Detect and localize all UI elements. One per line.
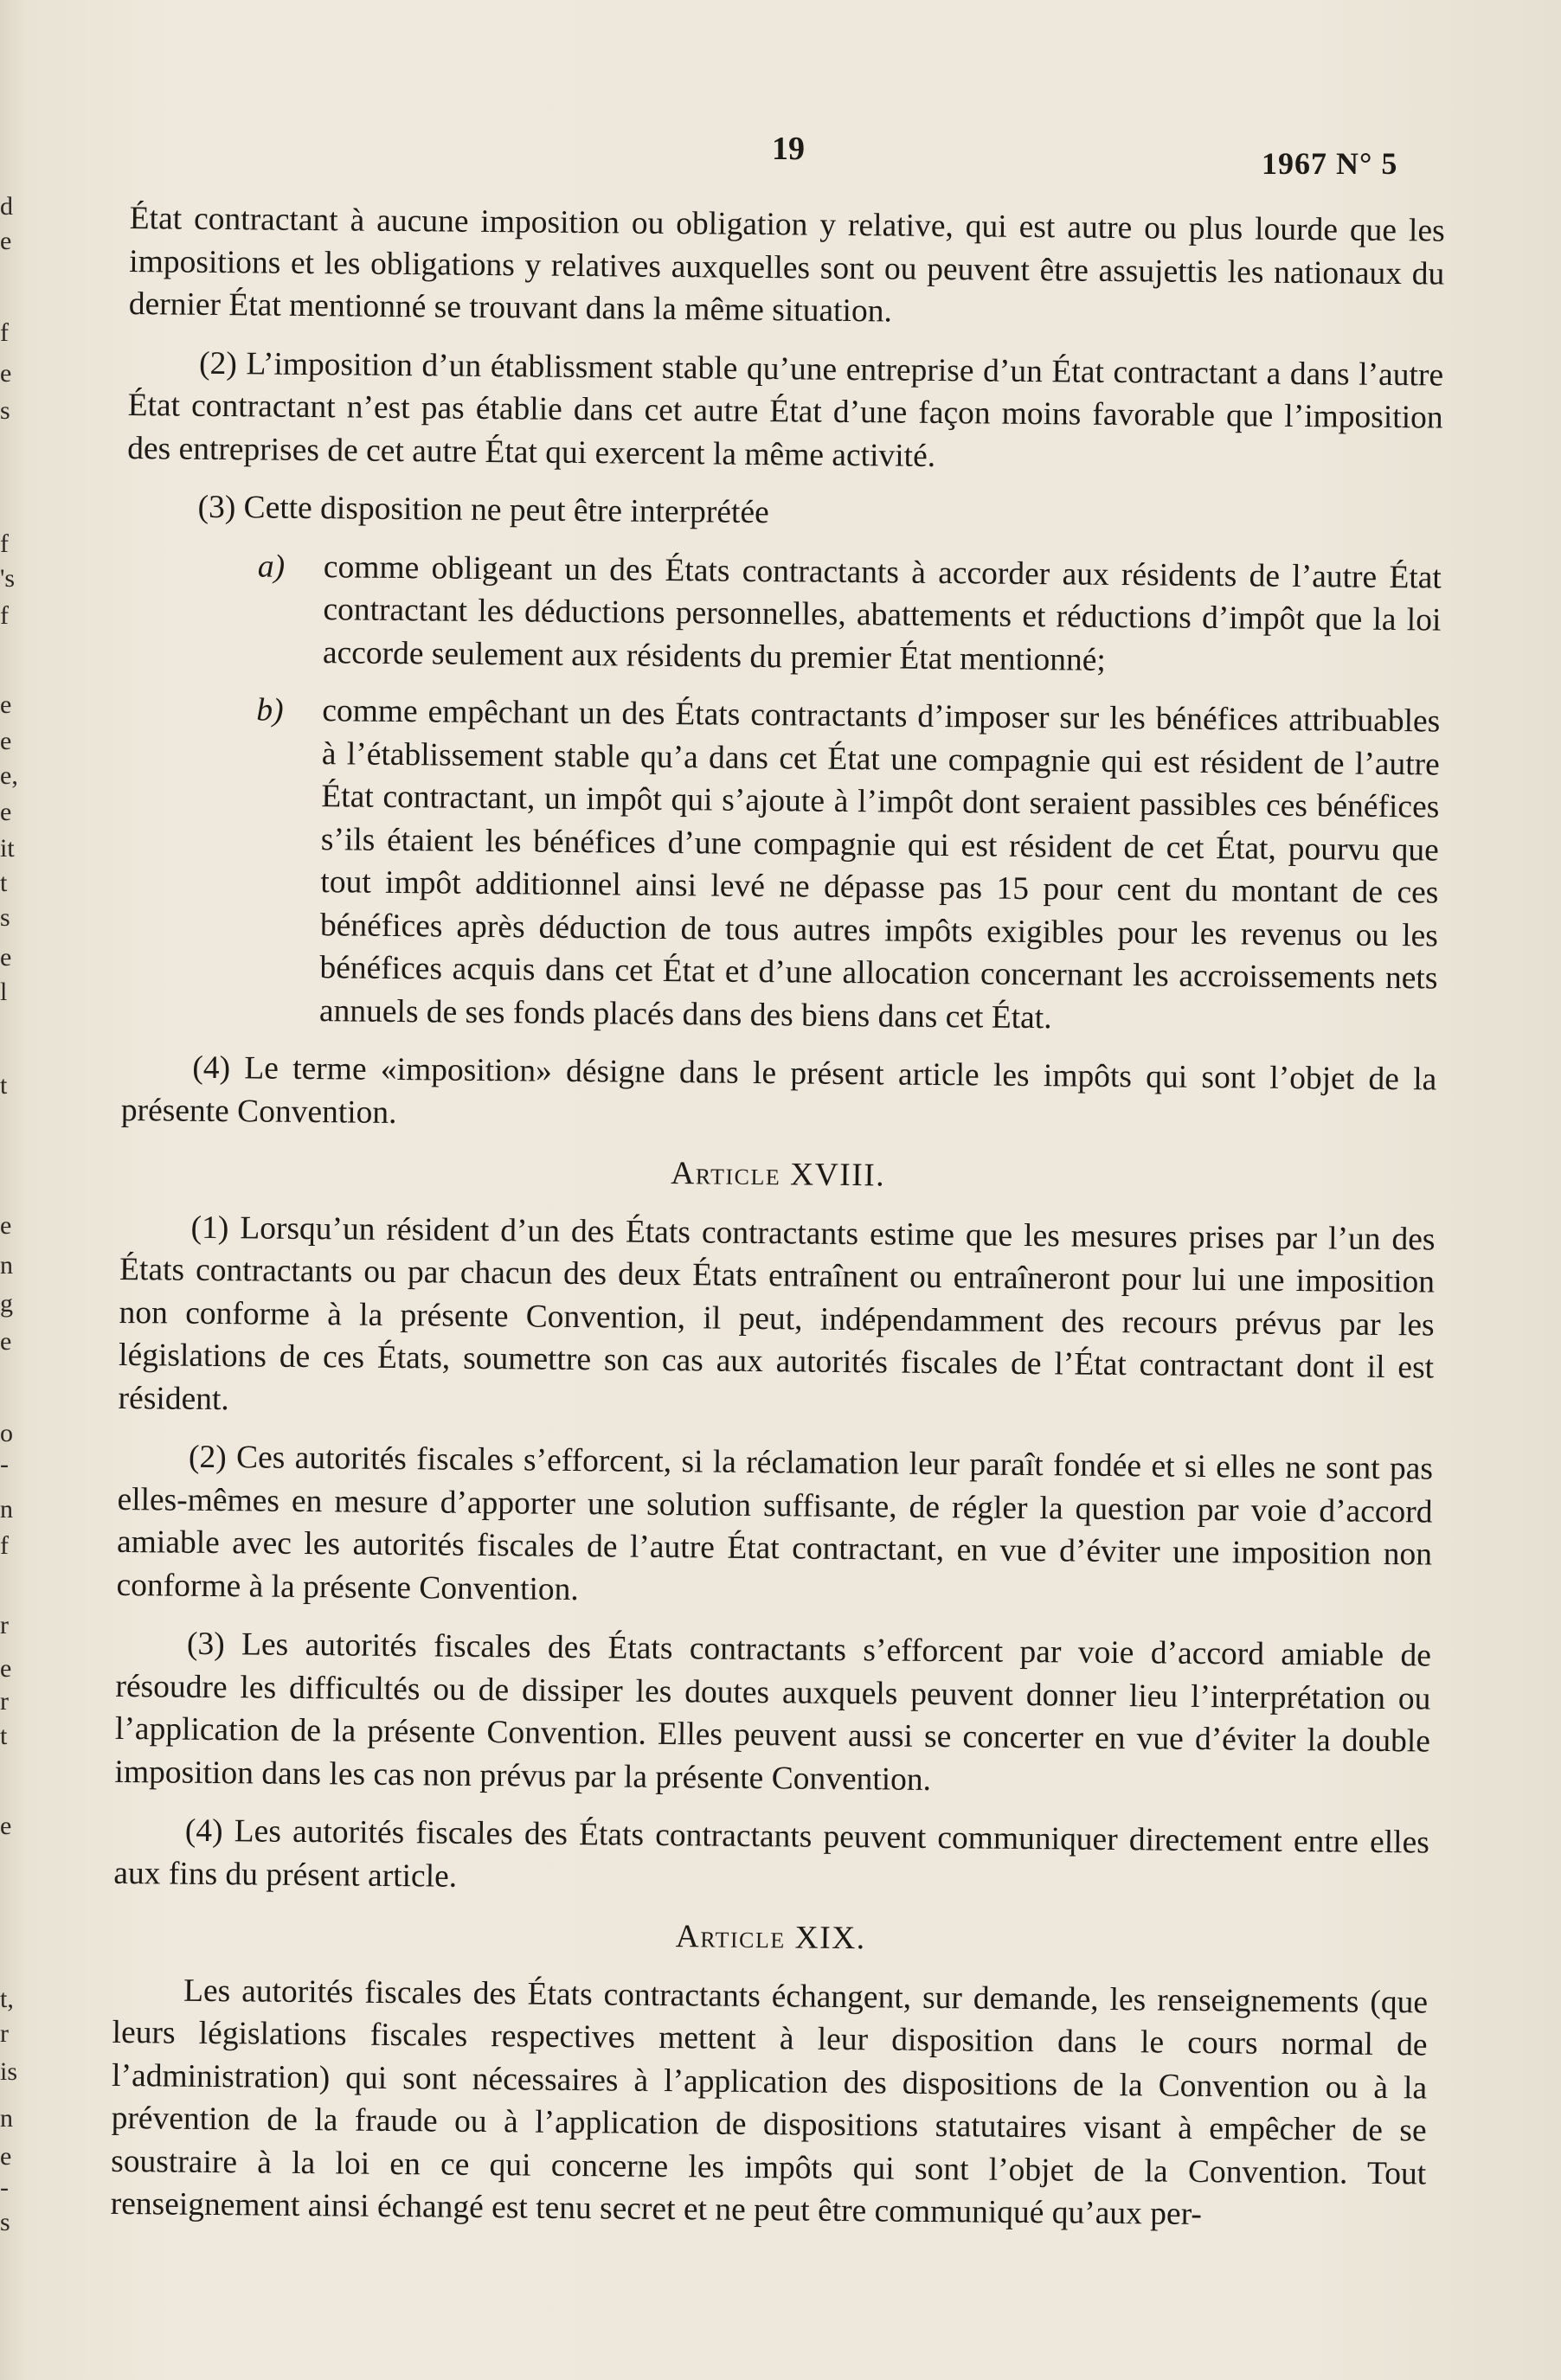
margin-fragment: e [0,2142,12,2171]
list-item-a-letter: a) [257,548,286,585]
margin-fragment: t [0,1071,8,1100]
article-18-paragraph-3 [114,1622,1431,1806]
margin-fragment: e [0,1654,12,1683]
margin-fragment: n [0,1251,13,1280]
margin-fragment: e [0,1327,12,1356]
article-18-paragraph-4-text: (4) Les autorités fiscales des États contractants peuvent communiquer directement entre elles aux fins du présent article. [113,1812,1430,1895]
margin-fragment: s [0,2208,10,2236]
article-19-paragraph-1 [110,1968,1428,2238]
article-19-heading: Article XIX. [675,1919,866,1957]
page-number: 19 [772,131,805,167]
document-reference: 1967 N° 5 [1262,146,1398,181]
paragraph-4-text: (4) Le terme «imposition» désigne dans le présent article les impôts qui sont l’objet de la présente Convention. [120,1049,1437,1131]
margin-fragment: 's [0,564,16,593]
body-text [110,197,1444,2238]
margin-fragment: r [0,2019,9,2048]
margin-fragment: e, [0,761,18,790]
list-item-a-text: comme obligeant un des États contractants à accorder aux résidents de l’autre État contractant les déductions personnelles, abattements et réductions d’impôt que la loi accorde seulement aux résidents du premier État mentionné; [322,548,1442,678]
margin-fragment: r [0,1687,9,1716]
article-18-paragraph-1 [118,1205,1435,1432]
margin-fragment: e [0,359,12,388]
article-18-paragraph-1-text: (1) Lorsqu’un résident d’un des États contractants estime que les mesures prises par l’un des États contractants ou par chacun des deux États entraînent ou entraîneront pour lui une imposition non conforme à la présente Convention, il peut, indépendamment des recours prévus par les législations de ces États, soumettre son cas aux autorités fiscales de l’État contractant dont il est résident. [118,1209,1436,1417]
margin-fragment: e [0,1211,12,1240]
margin-fragment: f [0,601,9,630]
paragraph-continuation: État contractant à aucune imposition ou obligation y relative, qui est autre ou plus lourde que les impositions et les obligations y relatives auxquelles sont ou peuvent être assujettis les nationaux du dernier État mentionné se trouvant dans la même situation. [128,200,1445,330]
paragraph-3-lead-text: (3) Cette disposition ne peut être interprétée [197,489,769,531]
list-item-b-letter: b) [256,692,284,728]
margin-fragment: - [0,2173,9,2202]
margin-fragment: n [0,1495,13,1524]
article-18-paragraph-2 [116,1435,1433,1620]
margin-fragment: t, [0,1985,14,2013]
paragraph-4 [121,1046,1437,1145]
article-18-paragraph-3-text: (3) Les autorités fiscales des États contractants s’efforcent par voie d’accord amiable de résoudre les difficultés ou de dissiper les doutes auxquels peuvent donner lieu l’interprétation ou l’application de la présente Convention. Elles peuvent aussi se concerter en vue d’éviter la double imposition dans les cas non prévus par la présente Convention. [114,1626,1432,1798]
margin-fragment: - [0,1450,9,1479]
margin-fragment: it [0,834,15,863]
list-item-b-text: comme empêchant un des États contractants d’imposer sur les bénéfices attribuables à l’établissement stable qu’a dans cet État une compagnie qui est résident de l’autre État contractant, un impôt qui s’ajoute à l’impôt dont seraient passibles ces bénéfices s’ils étaient les bénéfices d’une compagnie qui est résident de cet État, pourvu que tout impôt additionnel ainsi levé ne dépasse pas 15 pour cent du montant de ces bénéfices après déduction de tous autres impôts exigibles pour les revenus ou les bénéfices acquis dans cet État et d’une allocation concernant les accroissements nets annuels de ses fonds placés dans des biens dans cet État. [318,693,1441,1036]
margin-fragment: l [0,978,8,1006]
margin-fragment: e [0,227,12,255]
article-18-paragraph-2-text: (2) Ces autorités fiscales s’efforcent, si la réclamation leur paraît fondée et si elles ne sont pas elles-mêmes en mesure d’apporter une solution suffisante, de régler la question par voie d’accord amiable avec les autorités fiscales de l’autre État contractant, en vue d’éviter une imposition non conforme à la présente Convention. [116,1439,1434,1607]
margin-fragment: e [0,1812,12,1840]
margin-fragment: is [0,2057,18,2086]
article-18-heading: Article XVIII. [671,1156,886,1194]
margin-fragment: t [0,869,8,897]
margin-fragment: s [0,396,10,425]
margin-fragment: n [0,2104,13,2133]
margin-fragment: e [0,690,12,719]
previous-page-margin [0,0,42,2380]
margin-fragment: e [0,943,12,972]
paragraph-2-text: (2) L’imposition d’un établissment stable qu’une entreprise d’un État contractant a dans l’autre État contractant n’est pas établie dans cet autre État d’une façon moins favorable que l’imposition des entreprises de cet autre État qui exercent la même activité. [127,345,1444,474]
margin-fragment: r [0,1611,9,1639]
margin-fragment: d [0,192,13,221]
margin-fragment: o [0,1419,13,1447]
list-item-a [125,543,1442,684]
article-19-paragraph-1-text: Les autorités fiscales des États contractants échangent, sur demande, les renseignements (que leurs législations fiscales respectives mettent à leur disposition dans le cours normal de l’administration) qui sont nécessaires à l’application des dispositions de la Convention ou à la prévention de la fraude ou à l’application de dispositions statutaires visant à empêcher de se soustraire à la loi en ce qui concerne les impôts qui sont l’objet de la Convention. Tout renseignement ainsi échangé est tenu secret et ne peut être communiqué qu’aux per- [110,1973,1429,2232]
margin-fragment: f [0,1531,9,1560]
margin-fragment: f [0,529,9,558]
margin-fragment: f [0,318,9,347]
article-18-paragraph-4 [113,1809,1429,1908]
paragraph-2 [127,341,1443,482]
margin-fragment: g [0,1289,13,1318]
margin-fragment: t [0,1722,8,1750]
margin-fragment: e [0,727,12,755]
margin-fragment: e [0,798,12,826]
list-item-b [122,688,1441,1043]
margin-fragment: s [0,903,10,932]
